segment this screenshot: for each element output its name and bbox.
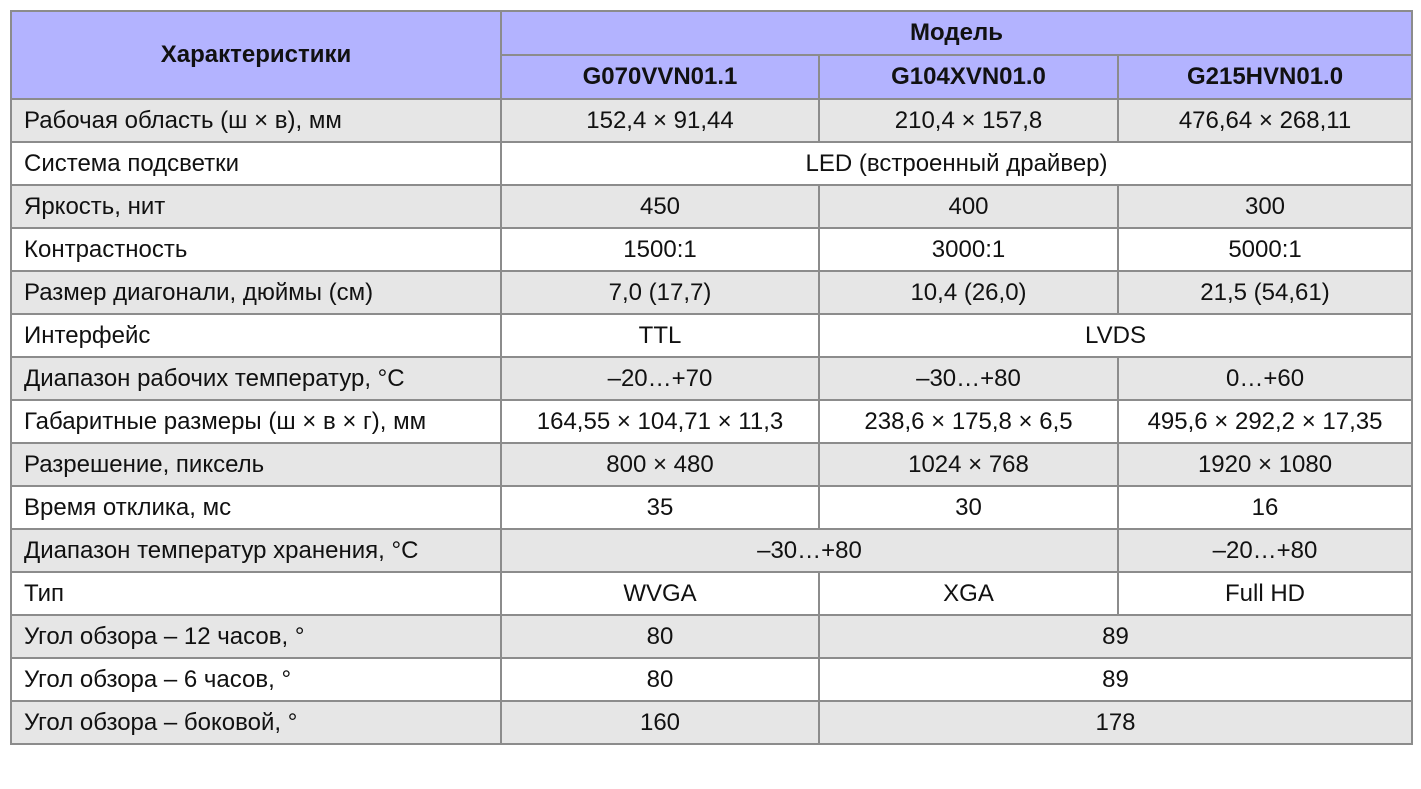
row-value: 5000:1 (1118, 228, 1412, 271)
row-value: 30 (819, 486, 1118, 529)
row-label: Контрастность (11, 228, 501, 271)
row-label: Размер диагонали, дюймы (см) (11, 271, 501, 314)
row-value: –30…+80 (501, 529, 1118, 572)
row-value: –20…+80 (1118, 529, 1412, 572)
row-value: 1920 × 1080 (1118, 443, 1412, 486)
row-value: 80 (501, 658, 819, 701)
table-row (11, 443, 1412, 486)
row-value: 210,4 × 157,8 (819, 99, 1118, 142)
row-value: 450 (501, 185, 819, 228)
row-value: 178 (819, 701, 1412, 744)
table-row (11, 357, 1412, 400)
table-row (11, 99, 1412, 142)
row-label: Разрешение, пиксель (11, 443, 501, 486)
table-row (11, 400, 1412, 443)
row-value: LVDS (819, 314, 1412, 357)
row-value: 300 (1118, 185, 1412, 228)
row-label: Яркость, нит (11, 185, 501, 228)
row-label: Интерфейс (11, 314, 501, 357)
table-row (11, 486, 1412, 529)
header-model-2: G104XVN01.0 (819, 55, 1118, 99)
row-value: 3000:1 (819, 228, 1118, 271)
row-value: XGA (819, 572, 1118, 615)
table-row (11, 529, 1412, 572)
row-value: 495,6 × 292,2 × 17,35 (1118, 400, 1412, 443)
table-header (11, 11, 1412, 99)
row-value: 0…+60 (1118, 357, 1412, 400)
table-row (11, 572, 1412, 615)
row-label: Габаритные размеры (ш × в × г), мм (11, 400, 501, 443)
row-value: 89 (819, 658, 1412, 701)
row-label: Время отклика, мс (11, 486, 501, 529)
row-label: Рабочая область (ш × в), мм (11, 99, 501, 142)
row-value: 1024 × 768 (819, 443, 1118, 486)
row-value: –30…+80 (819, 357, 1118, 400)
row-value: 164,55 × 104,71 × 11,3 (501, 400, 819, 443)
row-label: Угол обзора – 12 часов, ° (11, 615, 501, 658)
row-value: 89 (819, 615, 1412, 658)
table-row (11, 185, 1412, 228)
header-characteristics: Характеристики (11, 11, 501, 99)
row-value: 21,5 (54,61) (1118, 271, 1412, 314)
header-model-1: G070VVN01.1 (501, 55, 819, 99)
row-label: Угол обзора – 6 часов, ° (11, 658, 501, 701)
row-label: Угол обзора – боковой, ° (11, 701, 501, 744)
spec-table (10, 10, 1413, 745)
row-value: –20…+70 (501, 357, 819, 400)
row-value: 238,6 × 175,8 × 6,5 (819, 400, 1118, 443)
table-body (11, 99, 1412, 744)
row-value: 1500:1 (501, 228, 819, 271)
row-value: 476,64 × 268,11 (1118, 99, 1412, 142)
row-value: 7,0 (17,7) (501, 271, 819, 314)
row-label: Система подсветки (11, 142, 501, 185)
header-model: Модель (501, 11, 1412, 55)
table-row (11, 271, 1412, 314)
row-value: 800 × 480 (501, 443, 819, 486)
row-value: Full HD (1118, 572, 1412, 615)
row-value: 160 (501, 701, 819, 744)
table-row (11, 314, 1412, 357)
row-label: Диапазон рабочих температур, °С (11, 357, 501, 400)
header-model-3: G215HVN01.0 (1118, 55, 1412, 99)
row-value: TTL (501, 314, 819, 357)
row-value: 16 (1118, 486, 1412, 529)
row-value: 35 (501, 486, 819, 529)
row-value: LED (встроенный драйвер) (501, 142, 1412, 185)
row-value: 10,4 (26,0) (819, 271, 1118, 314)
table-row (11, 228, 1412, 271)
table-row (11, 142, 1412, 185)
row-value: 152,4 × 91,44 (501, 99, 819, 142)
row-value: 80 (501, 615, 819, 658)
table-row (11, 701, 1412, 744)
row-label: Тип (11, 572, 501, 615)
row-value: 400 (819, 185, 1118, 228)
row-value: WVGA (501, 572, 819, 615)
table-row (11, 658, 1412, 701)
table-row (11, 615, 1412, 658)
row-label: Диапазон температур хранения, °С (11, 529, 501, 572)
